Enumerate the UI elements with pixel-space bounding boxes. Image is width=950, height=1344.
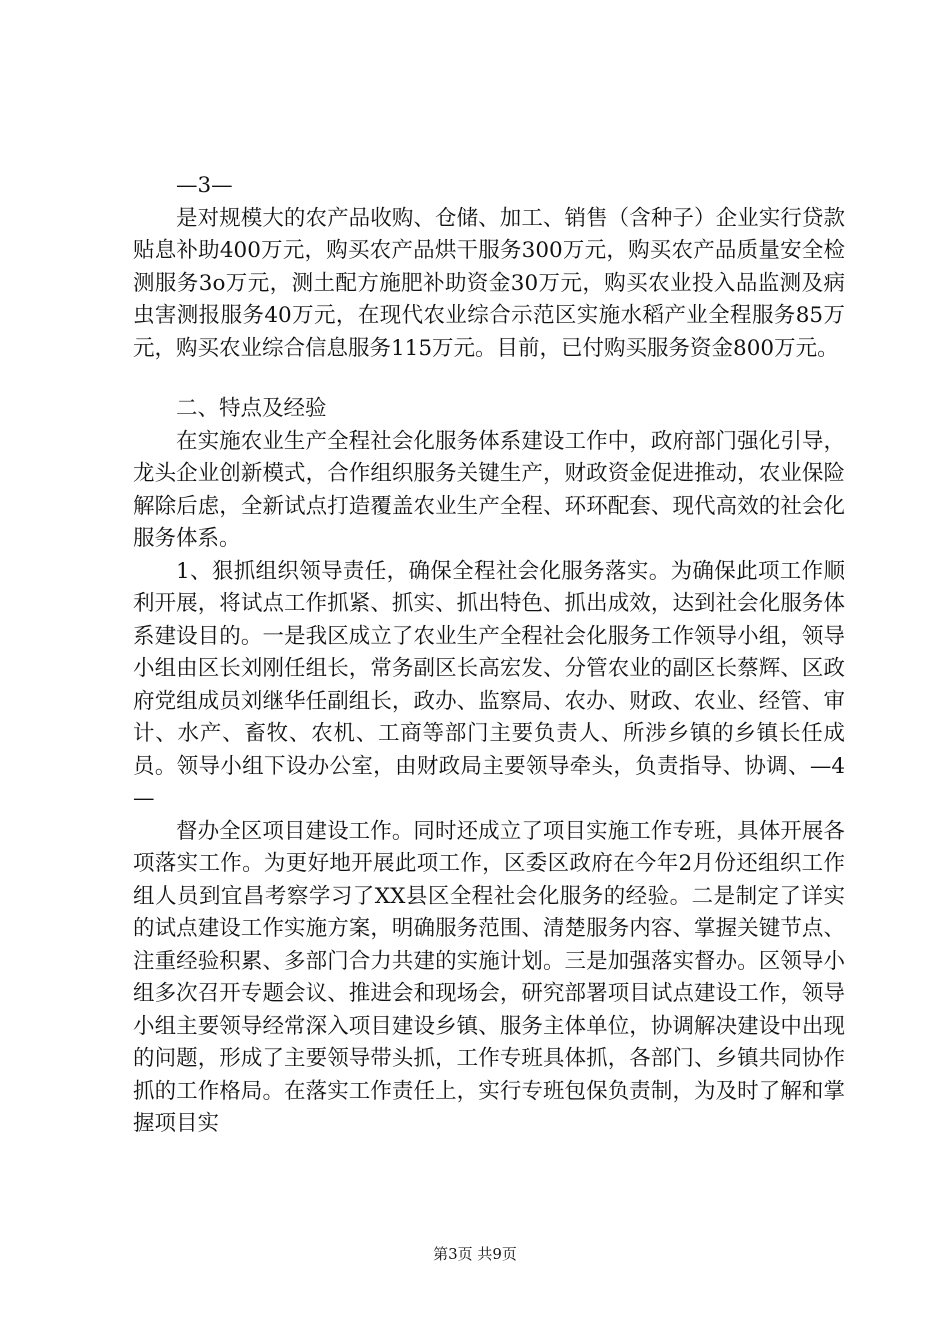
section-heading-features: 二、特点及经验 [176,396,327,421]
page-marker-3: —3— [176,173,233,198]
page-footer: 第3页 共9页 [433,1245,517,1263]
document-body [133,170,845,1141]
paragraph-features-intro: 在实施农业生产全程社会化服务体系建设工作中，政府部门强化引导，龙头企业创新模式，合作组织服务关键生产，财政资金促进推动，农业保险解除后虑，全新试点打造覆盖农业生产全程、环环配套、现代高效的社会化服务体系。 [133,428,845,551]
paragraph-supervision: 督办全区项目建设工作。同时还成立了项目实施工作专班，具体开展各项落实工作。为更好地开展此项工作，区委区政府在今年2月份还组织工作组人员到宜昌考察学习了XX县区全程社会化服务的经验。二是制定了详实的试点建设工作实施方案，明确服务范围、清楚服务内容、掌握关键节点、注重经验积累、多部门合力共建的实施计划。三是加强落实督办。区领导小组多次召开专题会议、推进会和现场会，研究部署项目试点建设工作，领导小组主要领导经常深入项目建设乡镇、服务主体单位，协调解决建设中出现的问题，形成了主要领导带头抓，工作专班具体抓，各部门、乡镇共同协作抓的工作格局。在落实工作责任上，实行专班包保负责制，为及时了解和掌握项目实 [133,818,845,1136]
paragraph-service-funding: 是对规模大的农产品收购、仓储、加工、销售（含种子）企业实行贷款贴息补助400万元，购买农产品烘干服务300万元，购买农产品质量安全检测服务3o万元，测土配方施肥补助资金30万元，购买农业投入品监测及病虫害测报服务40万元，在现代农业综合示范区实施水稻产业全程服务85万元，购买农业综合信息服务115万元。目前，已付购买服务资金800万元。 [133,205,845,361]
paragraph-leadership: 1、狠抓组织领导责任，确保全程社会化服务落实。为确保此项工作顺利开展，将试点工作抓紧、抓实、抓出特色、抓出成效，达到社会化服务体系建设目的。一是我区成立了农业生产全程社会化服务工作领导小组，领导小组由区长刘刚任组长，常务副区长高宏发、分管农业的副区长蔡辉、区政府党组成员刘继华任副组长，政办、监察局、农办、财政、农业、经管、审计、水产、畜牧、农机、工商等部门主要负责人、所涉乡镇的乡镇长任成员。领导小组下设办公室，由财政局主要领导牵头，负责指导、协调、—4— [133,558,845,811]
